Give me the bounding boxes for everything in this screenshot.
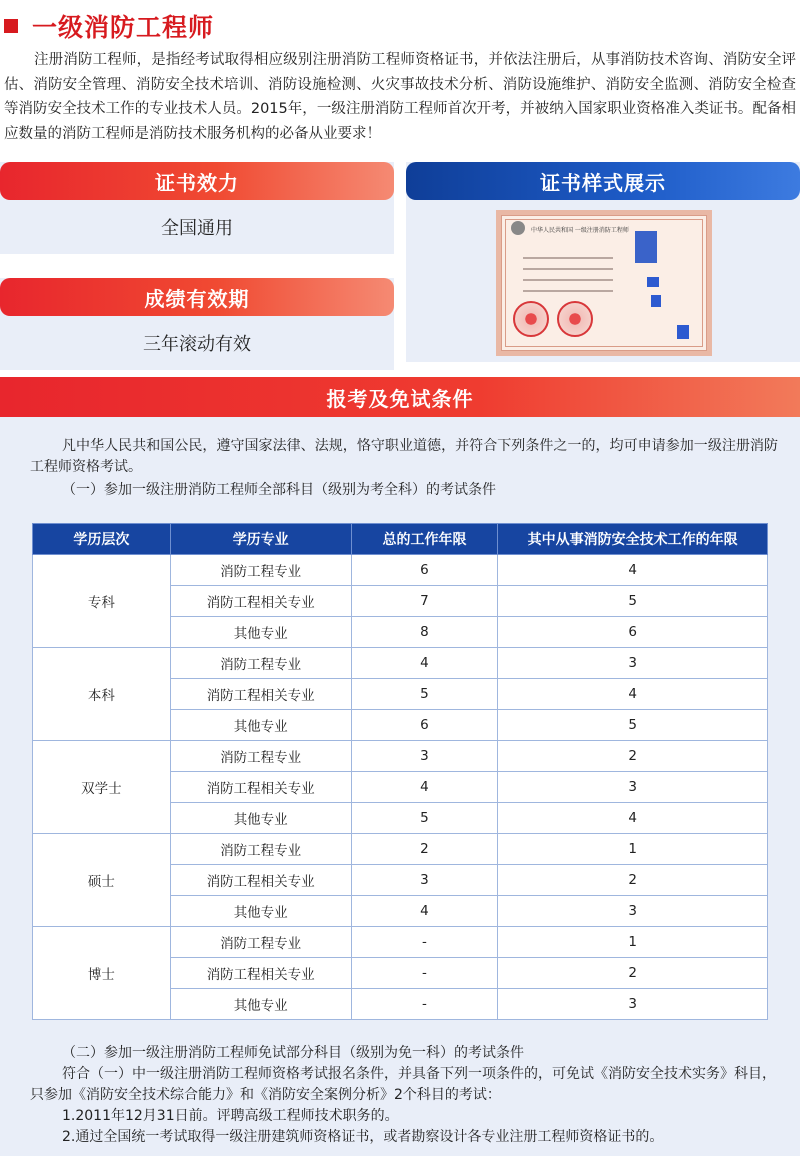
major-cell: 其他专业 <box>170 989 351 1020</box>
major-cell: 消防工程专业 <box>170 741 351 772</box>
certificate-redaction <box>677 325 689 339</box>
fire-safety-years-cell: 4 <box>498 679 768 710</box>
certificate-redaction <box>651 295 661 307</box>
certificate-line <box>523 257 613 259</box>
certificate-emblem-icon <box>511 221 525 235</box>
validity-card-header: 证书效力 <box>0 162 394 200</box>
major-cell: 消防工程专业 <box>170 834 351 865</box>
total-years-cell: 3 <box>351 865 498 896</box>
total-years-cell: - <box>351 989 498 1020</box>
score-card-header: 成绩有效期 <box>0 278 394 316</box>
fire-safety-years-cell: 1 <box>498 927 768 958</box>
eligibility-paragraph: 凡中华人民共和国公民，遵守国家法律、法规，恪守职业道德，并符合下列条件之一的，均可申请参加一级注册消防工程师资格考试。 <box>30 438 778 475</box>
total-years-cell: 4 <box>351 648 498 679</box>
certificate-sample-card <box>406 162 800 362</box>
total-years-cell: 8 <box>351 617 498 648</box>
education-level-cell: 硕士 <box>33 834 171 927</box>
fire-safety-years-cell: 3 <box>498 772 768 803</box>
fire-safety-years-cell: 2 <box>498 741 768 772</box>
certificate-card-header: 证书样式展示 <box>406 162 800 200</box>
total-years-cell: 5 <box>351 803 498 834</box>
major-cell: 消防工程相关专业 <box>170 586 351 617</box>
certificate-line <box>523 279 613 281</box>
validity-card <box>0 162 394 254</box>
validity-card-body: 全国通用 <box>161 218 233 239</box>
major-cell: 其他专业 <box>170 617 351 648</box>
education-level-cell: 博士 <box>33 927 171 1020</box>
header-fire-safety-years: 其中从事消防安全技术工作的年限 <box>498 524 768 555</box>
page-title-bar <box>4 8 214 44</box>
partial-exam-subtitle: （二）参加一级注册消防工程师免试部分科目（级别为免一科）的考试条件 <box>62 1045 524 1061</box>
full-exam-subtitle: （一）参加一级注册消防工程师全部科目（级别为考全科）的考试条件 <box>62 482 496 498</box>
header-education-level: 学历层次 <box>33 524 171 555</box>
major-cell: 消防工程专业 <box>170 555 351 586</box>
condition-item-1: 1.2011年12月31日前。评聘高级工程师技术职务的。 <box>62 1108 399 1124</box>
fire-safety-years-cell: 1 <box>498 834 768 865</box>
major-cell: 消防工程专业 <box>170 648 351 679</box>
certificate-seal-icon <box>513 301 549 337</box>
fire-safety-years-cell: 3 <box>498 989 768 1020</box>
major-cell: 消防工程专业 <box>170 927 351 958</box>
table-row <box>33 741 768 772</box>
education-level-cell: 本科 <box>33 648 171 741</box>
fire-safety-years-cell: 2 <box>498 865 768 896</box>
page-title: 一级消防工程师 <box>32 13 215 42</box>
major-cell: 消防工程相关专业 <box>170 679 351 710</box>
total-years-cell: 6 <box>351 555 498 586</box>
total-years-cell: 5 <box>351 679 498 710</box>
fire-safety-years-cell: 5 <box>498 710 768 741</box>
fire-safety-years-cell: 3 <box>498 648 768 679</box>
certificate-image <box>496 210 712 356</box>
major-cell: 消防工程相关专业 <box>170 772 351 803</box>
table-row <box>33 927 768 958</box>
total-years-cell: - <box>351 958 498 989</box>
certificate-photo-mask <box>635 231 657 263</box>
table-row <box>33 555 768 586</box>
total-years-cell: 3 <box>351 741 498 772</box>
fire-safety-years-cell: 4 <box>498 803 768 834</box>
certificate-line <box>523 268 613 270</box>
total-years-cell: 7 <box>351 586 498 617</box>
conditions-banner: 报考及免试条件 <box>0 377 800 417</box>
header-major: 学历专业 <box>170 524 351 555</box>
requirements-table <box>32 523 768 1020</box>
score-validity-card <box>0 278 394 370</box>
total-years-cell: 4 <box>351 772 498 803</box>
major-cell: 消防工程相关专业 <box>170 865 351 896</box>
table-header-row <box>33 524 768 555</box>
header-total-years: 总的工作年限 <box>351 524 498 555</box>
partial-exam-condition: 符合（一）中一级注册消防工程师资格考试报名条件，并具备下列一项条件的，可免试《消防安全技术实务》科目，只参加《消防安全技术综合能力》和《消防安全案例分析》2个科目的考试： <box>30 1066 776 1103</box>
total-years-cell: - <box>351 927 498 958</box>
fire-safety-years-cell: 4 <box>498 555 768 586</box>
fire-safety-years-cell: 5 <box>498 586 768 617</box>
major-cell: 消防工程相关专业 <box>170 958 351 989</box>
total-years-cell: 2 <box>351 834 498 865</box>
certificate-seal-icon <box>557 301 593 337</box>
major-cell: 其他专业 <box>170 896 351 927</box>
total-years-cell: 6 <box>351 710 498 741</box>
certificate-title: 中华人民共和国 一级注册消防工程师 <box>531 227 629 234</box>
fire-safety-years-cell: 2 <box>498 958 768 989</box>
fire-safety-years-cell: 6 <box>498 617 768 648</box>
total-years-cell: 4 <box>351 896 498 927</box>
major-cell: 其他专业 <box>170 710 351 741</box>
certificate-line <box>523 290 613 292</box>
education-level-cell: 双学士 <box>33 741 171 834</box>
table-row <box>33 834 768 865</box>
requirements-table-body <box>33 555 768 1020</box>
certificate-text-lines <box>523 257 613 301</box>
education-level-cell: 专科 <box>33 555 171 648</box>
table-row <box>33 648 768 679</box>
title-marker-icon <box>4 19 18 33</box>
fire-safety-years-cell: 3 <box>498 896 768 927</box>
score-card-body: 三年滚动有效 <box>143 334 251 355</box>
certificate-redaction <box>647 277 659 287</box>
condition-item-2: 2.通过全国统一考试取得一级注册建筑师资格证书，或者勘察设计各专业注册工程师资格证书的。 <box>62 1129 664 1145</box>
major-cell: 其他专业 <box>170 803 351 834</box>
intro-paragraph: 注册消防工程师，是指经考试取得相应级别注册消防工程师资格证书，并依法注册后，从事消防技术咨询、消防安全评估、消防安全管理、消防安全技术培训、消防设施检测、火灾事故技术分析、消防设施维护、消防安全监测、消防安全检查等消防安全技术工作的专业技术人员。2015年，一级注册消防工程师首次开考，并被纳入国家职业资格准入类证书。配备相应数量的消防工程师是消防技术服务机构的必备从业要求！ <box>4 52 796 142</box>
